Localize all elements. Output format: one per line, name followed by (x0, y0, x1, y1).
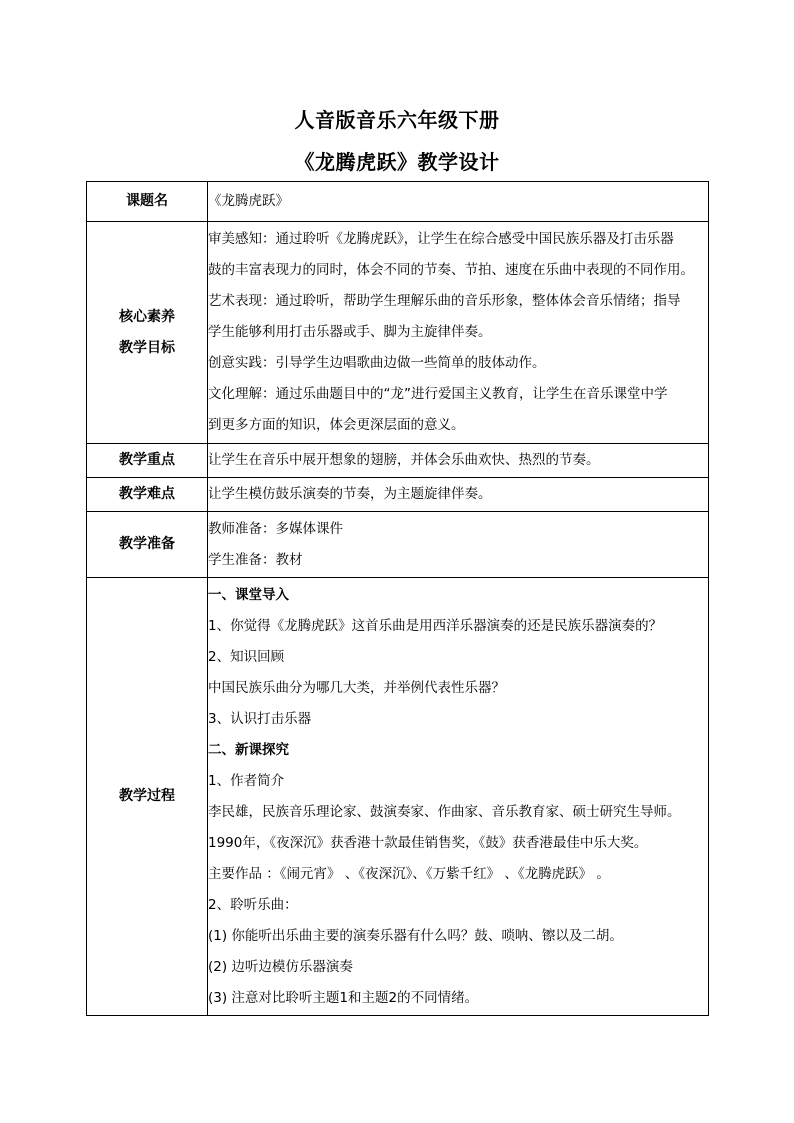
process-content (208, 578, 709, 1016)
document-subtitle: 《龙腾虎跃》教学设计 (294, 150, 500, 174)
process-section-heading: 一、课堂导入 (208, 586, 289, 603)
goals-line: 到更多方面的知识，体会更深层面的意义。 (208, 417, 465, 433)
process-line: 1、你觉得《龙腾虎跃》这首乐曲是用西洋乐器演奏的还是民族乐器演奏的？ (208, 617, 663, 634)
goals-label (87, 222, 208, 444)
process-line: (2) 边听边模仿乐器演奏 (208, 958, 353, 975)
row-preparation (87, 512, 709, 578)
process-line: 1、作者简介 (208, 772, 285, 789)
row-key-point (87, 444, 709, 478)
process-line: 3、认识打击乐器 (208, 710, 312, 727)
process-line: 2、聆听乐曲： (208, 896, 298, 913)
goals-line: 鼓的丰富表现力的同时，体会不同的节奏、节拍、速度在乐曲中表现的不同作用。 (208, 262, 694, 278)
document-title: 人音版音乐六年级下册 (294, 108, 500, 132)
goals-label-line1: 核心素养 (119, 308, 175, 325)
difficulty-value: 让学生模仿鼓乐演奏的节奏，为主题旋律伴奏。 (208, 478, 709, 512)
row-process (87, 578, 709, 1016)
goals-line: 创意实践：引导学生边唱歌曲边做一些简单的肢体动作。 (208, 355, 546, 371)
process-line: (1) 你能听出乐曲主要的演奏乐器有什么吗？鼓、唢呐、镲以及二胡。 (208, 927, 623, 944)
goals-label-line2: 教学目标 (119, 339, 175, 356)
process-section-heading: 二、新课探究 (208, 741, 289, 758)
goals-content (208, 222, 709, 444)
process-line: 中国民族乐曲分为哪几大类，并举例代表性乐器？ (208, 679, 505, 696)
goals-line: 艺术表现：通过聆听，帮助学生理解乐曲的音乐形象，整体体会音乐情绪；指导 (208, 293, 681, 309)
difficulty-label: 教学难点 (87, 478, 208, 512)
process-line: 主要作品 ：《闹元宵》 、《夜深沉》、《万紫千红》 、《龙腾虎跃》 。 (208, 865, 610, 882)
goals-line: 学生能够利用打击乐器或手、脚为主旋律伴奏。 (208, 324, 492, 340)
key-point-label: 教学重点 (87, 444, 208, 478)
process-line: (3) 注意对比聆听主题1和主题2的不同情绪。 (208, 989, 479, 1006)
preparation-content (208, 512, 709, 578)
goals-line: 文化理解：通过乐曲题目中的“龙”进行爱国主义教育，让学生在音乐课堂中学 (208, 386, 668, 402)
process-line: 2、知识回顾 (208, 648, 285, 665)
topic-label: 课题名 (87, 182, 208, 222)
process-line: 1990年，《夜深沉》获香港十款最佳销售奖，《鼓》获香港最佳中乐大奖。 (208, 834, 648, 851)
topic-value: 《龙腾虎跃》 (208, 182, 709, 222)
lesson-plan-table (86, 181, 709, 1016)
process-label: 教学过程 (87, 578, 208, 1016)
row-topic (87, 182, 709, 222)
preparation-line: 学生准备：教材 (208, 551, 303, 568)
row-difficulty (87, 478, 709, 512)
goals-line: 审美感知：通过聆听《龙腾虎跃》，让学生在综合感受中国民族乐器及打击乐器 (208, 231, 674, 247)
key-point-value: 让学生在音乐中展开想象的翅膀，并体会乐曲欢快、热烈的节奏。 (208, 444, 709, 478)
preparation-label: 教学准备 (87, 512, 208, 578)
preparation-line: 教师准备：多媒体课件 (208, 520, 343, 537)
row-goals (87, 222, 709, 444)
process-line: 李民雄，民族音乐理论家、鼓演奏家、作曲家、音乐教育家、硕士研究生导师。 (208, 803, 681, 820)
